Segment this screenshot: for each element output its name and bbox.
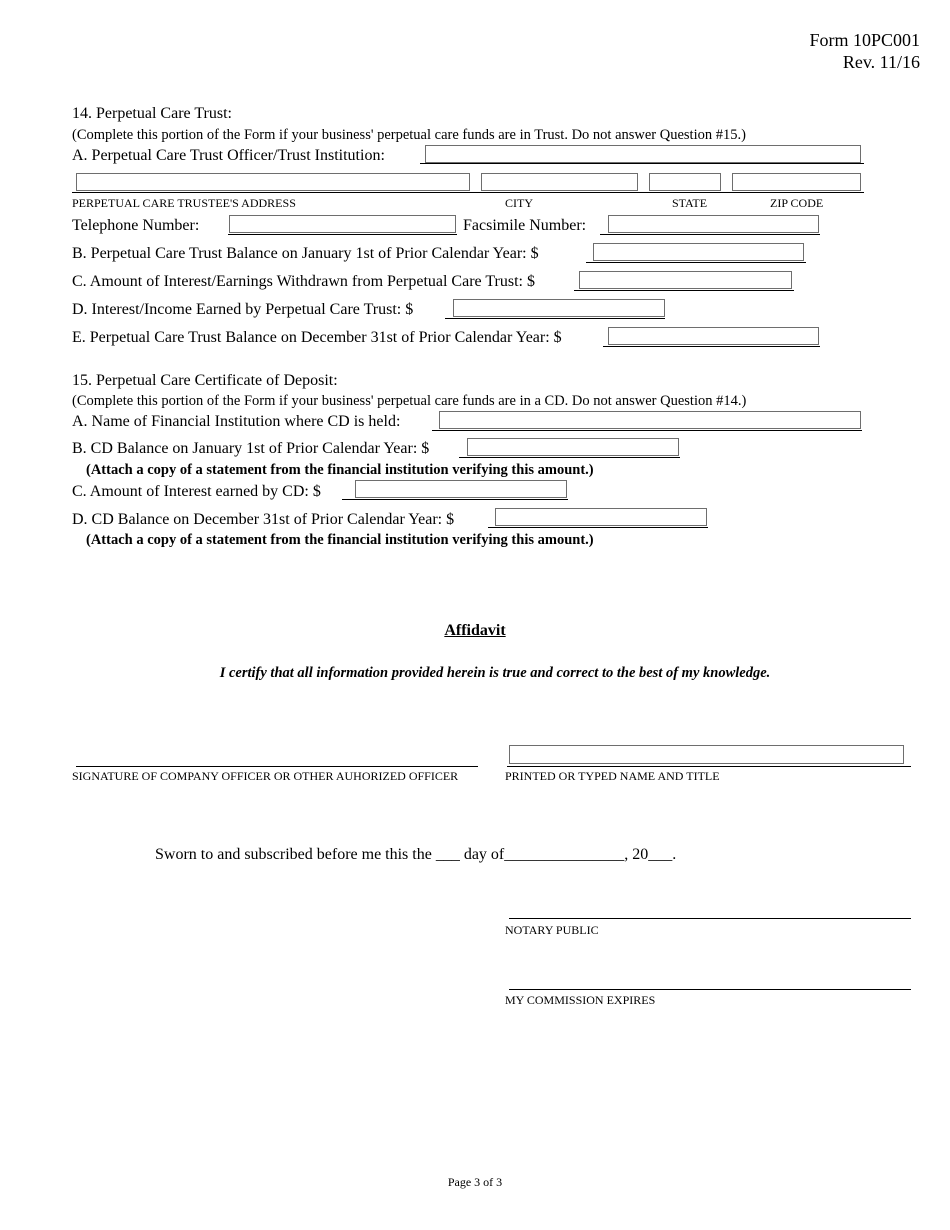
printed-name-caption: PRINTED OR TYPED NAME AND TITLE (505, 769, 720, 783)
cd-balance-jan1-input[interactable] (468, 440, 678, 456)
signature-caption: SIGNATURE OF COMPANY OFFICER OR OTHER AUHORIZED OFFICER (72, 769, 459, 783)
sworn-statement: Sworn to and subscribed before me this the ___ day of_______________, 20___. (155, 846, 677, 863)
printed-name-input[interactable] (510, 747, 903, 764)
affidavit-statement: I certify that all information provided herein is true and correct to the best of my knowledge. (219, 665, 771, 681)
telephone-label: Telephone Number: (72, 217, 200, 234)
cd-balance-jan1-field[interactable] (467, 438, 679, 456)
interest-earned-underline (445, 318, 665, 319)
q14-e-label: E. Perpetual Care Trust Balance on December 31st of Prior Calendar Year: $ (72, 329, 562, 346)
facsimile-label: Facsimile Number: (463, 217, 587, 234)
q14-instructions: (Complete this portion of the Form if your business' perpetual care funds are in Trust. Do not answer Question #15.) (72, 127, 746, 143)
commission-expires-line[interactable] (509, 989, 911, 990)
attach-note-2: (Attach a copy of a statement from the financial institution verifying this amount.) (86, 532, 594, 548)
interest-withdrawn-underline (574, 290, 794, 291)
institution-field[interactable] (439, 411, 861, 429)
printed-name-underline (507, 766, 911, 767)
city-input[interactable] (482, 175, 637, 191)
balance-dec31-underline (603, 346, 820, 347)
form-number: Form 10PC001 (809, 30, 920, 50)
q15-a-label: A. Name of Financial Institution where CD is held: (72, 413, 401, 430)
address-row-underline (72, 192, 864, 193)
q14-b-label: B. Perpetual Care Trust Balance on January 1st of Prior Calendar Year: $ (72, 245, 539, 262)
interest-earned-input[interactable] (454, 301, 664, 317)
q14-c-label: C. Amount of Interest/Earnings Withdrawn from Perpetual Care Trust: $ (72, 273, 535, 290)
balance-jan1-field[interactable] (593, 243, 804, 261)
balance-jan1-input[interactable] (594, 245, 803, 261)
interest-withdrawn-field[interactable] (579, 271, 792, 289)
affidavit-title: Affidavit (444, 622, 506, 639)
address-caption: PERPETUAL CARE TRUSTEE'S ADDRESS (72, 196, 296, 210)
q15-c-label: C. Amount of Interest earned by CD: $ (72, 483, 321, 500)
cd-interest-input[interactable] (356, 482, 566, 498)
q14-title: 14. Perpetual Care Trust: (72, 105, 232, 122)
q14-a-label: A. Perpetual Care Trust Officer/Trust Institution: (72, 147, 385, 164)
balance-dec31-input[interactable] (609, 329, 818, 345)
institution-input[interactable] (440, 413, 860, 429)
cd-balance-jan1-underline (459, 457, 680, 458)
state-caption: STATE (672, 196, 708, 210)
address-field[interactable] (76, 173, 470, 191)
trust-officer-field[interactable] (425, 145, 861, 163)
commission-caption: MY COMMISSION EXPIRES (505, 993, 656, 1007)
printed-name-field[interactable] (509, 745, 904, 764)
cd-balance-dec31-underline (488, 527, 708, 528)
trust-officer-input[interactable] (426, 147, 860, 163)
cd-balance-dec31-input[interactable] (496, 510, 706, 526)
notary-caption: NOTARY PUBLIC (505, 923, 599, 937)
q15-title: 15. Perpetual Care Certificate of Deposit: (72, 372, 338, 389)
balance-jan1-underline (586, 262, 806, 263)
cd-balance-dec31-field[interactable] (495, 508, 707, 526)
cd-interest-underline (342, 499, 568, 500)
facsimile-field[interactable] (608, 215, 819, 233)
telephone-field[interactable] (229, 215, 456, 233)
state-input[interactable] (650, 175, 720, 191)
form-revision: Rev. 11/16 (842, 52, 920, 72)
interest-withdrawn-input[interactable] (580, 273, 791, 289)
zip-input[interactable] (733, 175, 860, 191)
attach-note: (Attach a copy of a statement from the financial institution verifying this amount.) (86, 462, 594, 478)
facsimile-underline (600, 234, 820, 235)
address-input[interactable] (77, 175, 469, 191)
notary-signature-line[interactable] (509, 918, 911, 919)
q14-d-label: D. Interest/Income Earned by Perpetual Care Trust: $ (72, 301, 414, 318)
city-field[interactable] (481, 173, 638, 191)
signature-line[interactable] (76, 766, 478, 767)
zip-caption: ZIP CODE (770, 196, 824, 210)
telephone-input[interactable] (230, 217, 455, 233)
city-caption: CITY (505, 196, 533, 210)
q15-d-label: D. CD Balance on December 31st of Prior Calendar Year: $ (72, 511, 455, 528)
q15-b-label: B. CD Balance on January 1st of Prior Calendar Year: $ (72, 440, 430, 457)
facsimile-input[interactable] (609, 217, 818, 233)
interest-earned-field[interactable] (453, 299, 665, 317)
telephone-underline (228, 234, 457, 235)
page-number: Page 3 of 3 (447, 1175, 503, 1189)
state-field[interactable] (649, 173, 721, 191)
institution-underline (432, 430, 862, 431)
cd-interest-field[interactable] (355, 480, 567, 498)
zip-field[interactable] (732, 173, 861, 191)
q15-instructions: (Complete this portion of the Form if your business' perpetual care funds are in a CD. Do not answer Question #14.) (72, 393, 747, 409)
balance-dec31-field[interactable] (608, 327, 819, 345)
